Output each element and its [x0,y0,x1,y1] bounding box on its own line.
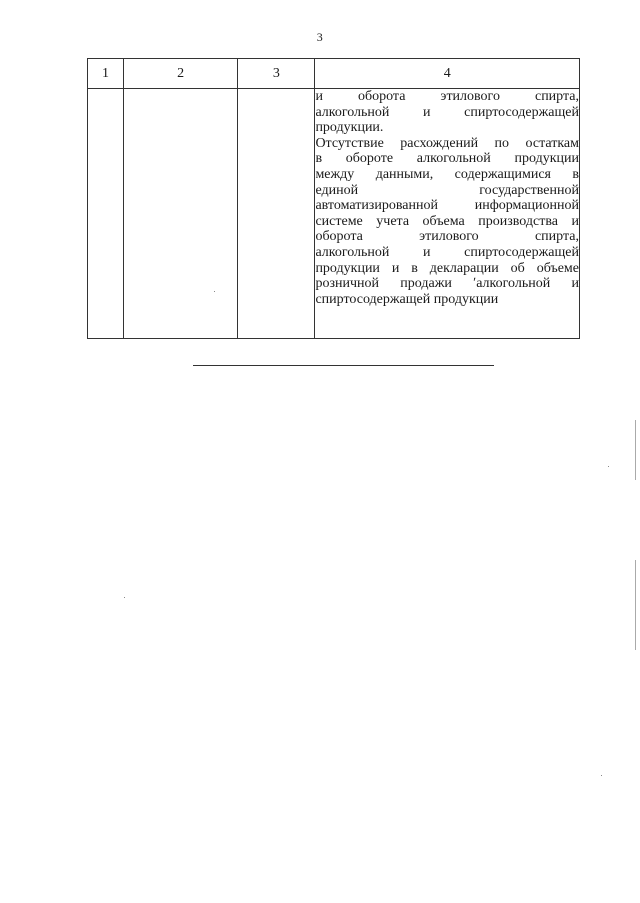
cell-col-2 [124,89,238,339]
scan-speck [601,775,602,776]
scan-speck [124,597,125,598]
requirements-table [87,58,580,339]
table-header-row [88,59,580,89]
cell-col-4 [315,89,580,339]
cell-text-line: оборота этилового спирта, [315,229,579,245]
cell-text-line: спиртосодержащей продукции [315,291,499,307]
cell-col-1 [88,89,124,339]
table-row [88,89,580,339]
cell-text-line: автоматизированной информационной [315,198,579,214]
cell-text-line: Отсутствие расхождений по остаткам [315,135,579,151]
cell-text-line: алкогольной и спиртосодержащей [315,244,579,260]
scan-edge-shadow [635,560,636,650]
cell-text-line: между данными, содержащимися в [315,166,579,182]
header-col-4: 4 [315,59,580,89]
end-of-document-rule [193,365,494,366]
cell-col-3 [238,89,315,339]
cell-text-line: алкогольной и спиртосодержащей [315,104,579,120]
cell-text-line: системе учета объема производства и [315,213,579,229]
cell-text-line: единой государственной [315,182,579,198]
header-col-3: 3 [238,59,315,89]
scan-speck [608,466,609,467]
cell-text-line: и оборота этилового спирта, [315,89,579,104]
header-col-1: 1 [88,59,124,89]
scan-speck [214,291,215,292]
cell-text-line: розничной продажи ʹалкогольной и [315,276,579,292]
header-col-2: 2 [124,59,238,89]
scan-edge-shadow [635,420,636,480]
cell-text-line: продукции и в декларации об объеме [315,260,579,276]
page-number: 3 [316,30,324,44]
cell-text-line: в обороте алкогольной продукции [315,151,579,167]
cell-text-line: продукции. [315,120,384,136]
